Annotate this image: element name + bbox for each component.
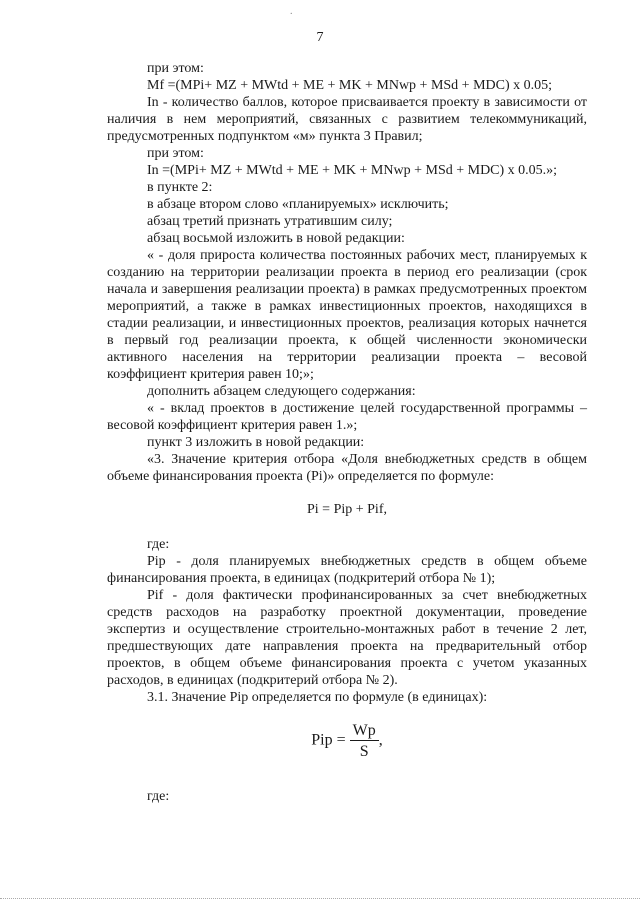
paragraph: In - количество баллов, которое присваивается проекту в зависимости от наличия в нем мероприятий, связанных с развитием телекоммуникаций, предусмотренных подпунктом «м» пункта 3 Правил; [107,95,587,144]
page-number: 7 [316,30,324,45]
formula-pip-tail: , [378,731,383,749]
paragraph: при этом: [147,146,204,161]
paragraph: Pif - доля фактически профинансированных за счет внебюджетных средств расходов на разработку проектной документации, проведение экспертиз и осуществление строительно-монтажных работ в течение 2 лет, предшествующих дате направления проекта на предварительный отбор проектов, в общем объеме финансирования проекта с учетом указанных расходов, в единицах (подкритерий отбора № 2). [107,588,587,688]
formula-mf: Mf =(MPi+ MZ + MWtd + ME + MK + MNwp + MSd + MDC) x 0.05; [147,78,553,93]
where-label: где: [147,789,170,804]
paragraph: Pip - доля планируемых внебюджетных средств в общем объеме финансирования проекта, в единицах (подкритерий отбора № 1); [107,554,587,586]
paragraph: «3. Значение критерия отбора «Доля внебюджетных средств в общем объеме финансирования проекта (Pi)» определяется по формуле: [107,452,587,484]
paragraph: в пункте 2: [147,180,213,195]
formula-pip [107,722,587,760]
paragraph: при этом: [147,61,204,76]
formula-in: In =(MPi+ MZ + MWtd + ME + MK + MNwp + MSd + MDC) x 0.05.»; [147,163,558,178]
paragraph: абзац восьмой изложить в новой редакции: [147,231,405,246]
paragraph: в абзаце втором слово «планируемых» исключить; [147,197,449,212]
paragraph: « - доля прироста количества постоянных рабочих мест, планируемых к созданию на территории реализации проекта в период его реализации (срок начала и завершения реализации проекта) в рамках предусмотренных проектом мероприятий, а также в рамках инвестиционных проектов, находящихся в стадии реализации, и инвестиционных проектов, реализация которых начнется в первый год реализации проекта, к общей численности экономически активного населения на территории реализации проекта – весовой коэффициент критерия равен 10;»; [107,248,587,382]
fraction-numerator: Wp [350,722,379,741]
paragraph: « - вклад проектов в достижение целей государственной программы – весовой коэффициент критерия равен 1.»; [107,401,587,433]
formula-pi: Pi = Pip + Pif, [307,502,387,517]
fraction-denominator: S [359,743,369,760]
paragraph: абзац третий признать утратившим силу; [147,214,393,229]
paragraph: пункт 3 изложить в новой редакции: [147,435,365,450]
fraction [350,722,379,760]
where-label: где: [147,537,170,552]
formula-pip-lhs: Pip = [311,731,346,749]
paragraph: дополнить абзацем следующего содержания: [147,384,416,399]
scan-dot: . [290,6,293,17]
page-bottom-edge [0,898,640,899]
document-body [107,60,587,805]
paragraph: 3.1. Значение Pip определяется по формуле (в единицах): [147,690,488,705]
